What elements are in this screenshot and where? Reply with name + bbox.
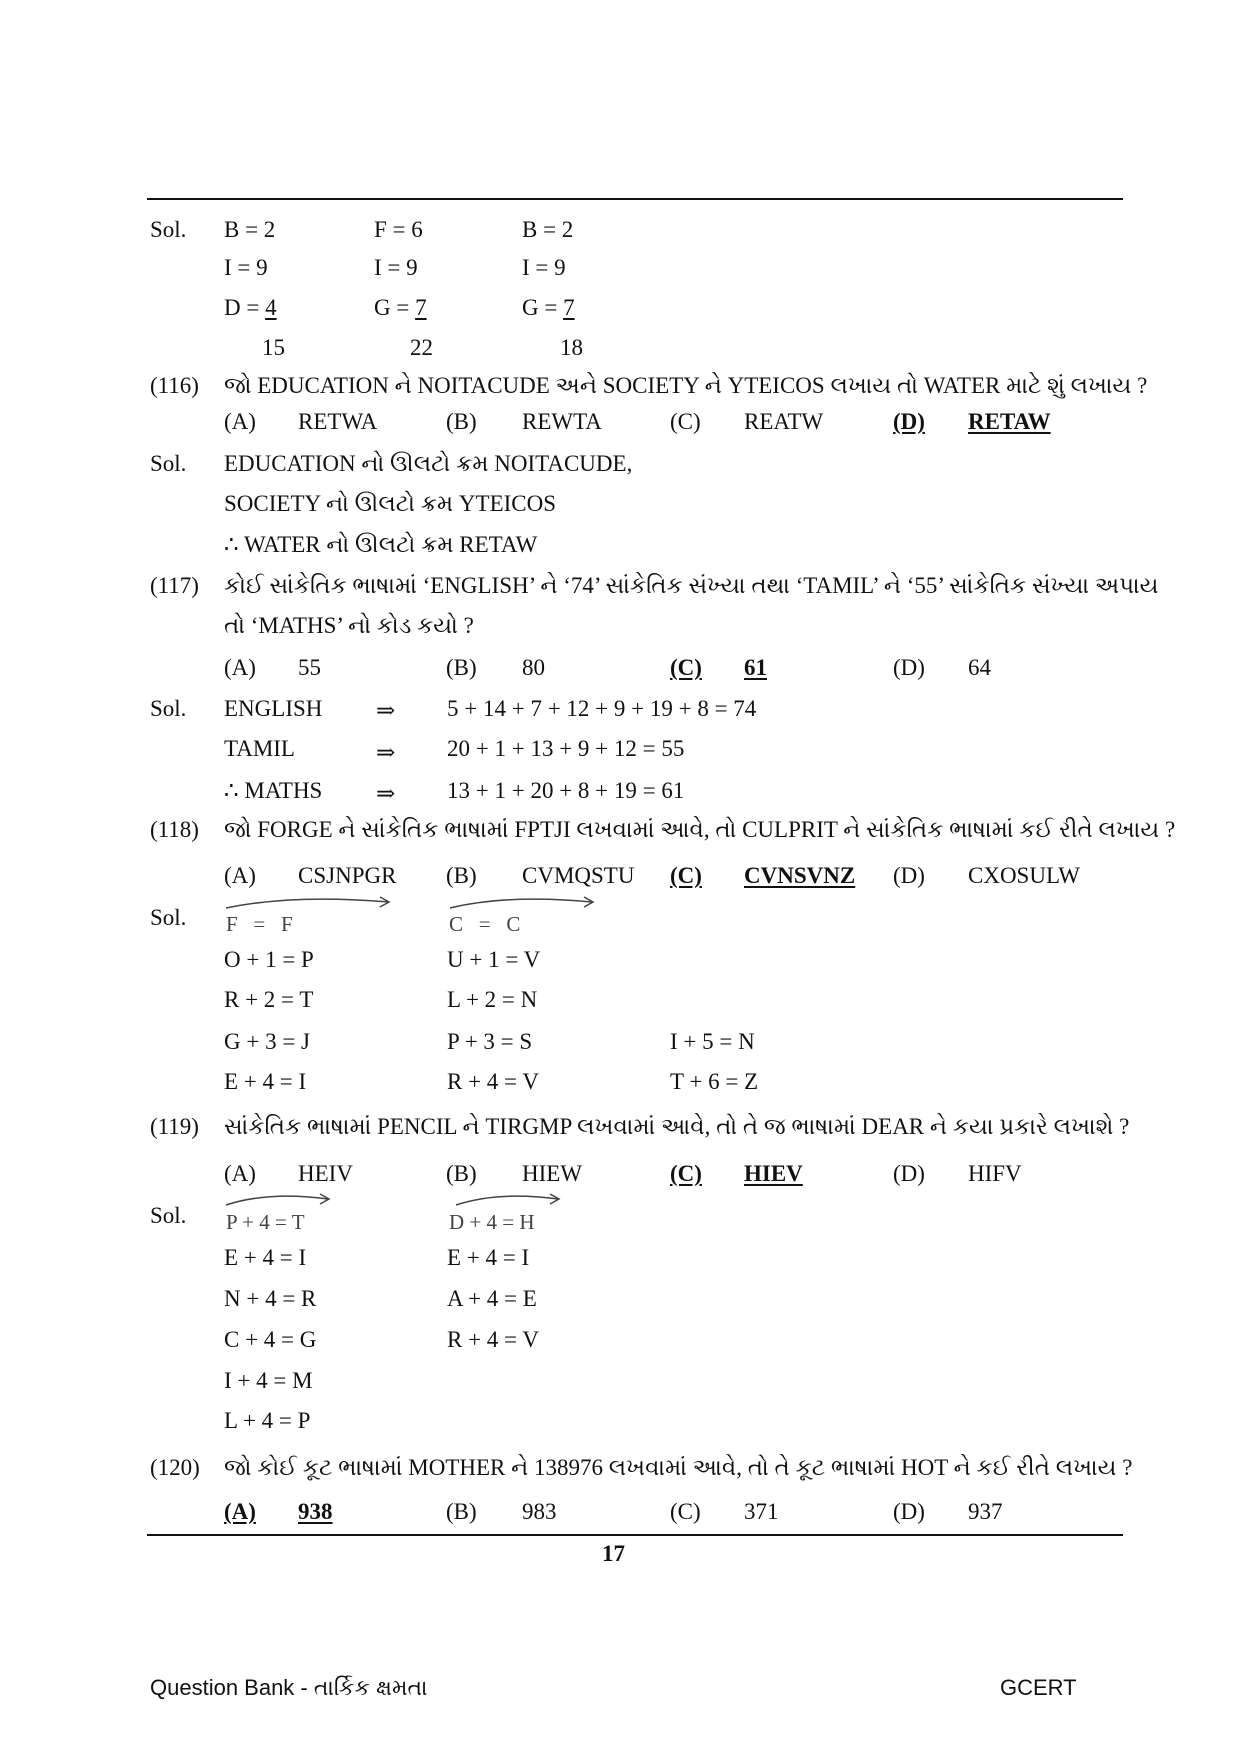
option-value: 937 (968, 1499, 1003, 1524)
footer-org: GCERT (1000, 1675, 1077, 1700)
sol-calc: 5 + 14 + 7 + 12 + 9 + 19 + 8 = 74 (447, 696, 757, 721)
sol-line: L + 2 = N (447, 987, 538, 1012)
sol-word: TAMIL (224, 736, 295, 761)
sol-line: ∴ WATER નો ઊલટો ક્રમ RETAW (224, 532, 538, 557)
sol-line: D + 4 = H (449, 1210, 535, 1234)
sol-line: I + 4 = M (224, 1368, 313, 1393)
option-label: (B) (446, 655, 477, 680)
sol-line: P + 4 = T (226, 1210, 305, 1234)
option-label: (A) (224, 863, 256, 888)
option-label: (A) (224, 409, 256, 434)
sol-sum: 22 (410, 335, 433, 360)
sol-line: SOCIETY નો ઊલટો ક્રમ YTEICOS (224, 491, 557, 516)
option-value: 64 (968, 655, 991, 680)
sol-calc: 13 + 1 + 20 + 8 + 19 = 61 (447, 778, 685, 803)
correct-option-label: (C) (670, 863, 702, 888)
sol-line: I + 5 = N (670, 1029, 755, 1054)
sol-line-underlined: 7 (415, 295, 427, 320)
sol-line: O + 1 = P (224, 947, 314, 972)
curved-arrow-icon (224, 896, 394, 912)
question-text: જો EDUCATION ને NOITACUDE અને SOCIETY ને YTEICOS લખાય તો WATER માટે શું લખાય ? (224, 373, 1148, 398)
sol-label: Sol. (150, 451, 187, 476)
sol-line: B = 2 (522, 217, 574, 242)
sol-line-underlined: 4 (265, 295, 277, 320)
sol-line (224, 296, 277, 319)
correct-option-value: RETAW (968, 409, 1051, 434)
curved-arrow-icon (454, 1193, 564, 1209)
sol-line: E + 4 = I (224, 1069, 307, 1094)
sol-line: L + 4 = P (224, 1408, 311, 1433)
sol-line: E + 4 = I (447, 1245, 530, 1270)
curved-arrow-icon (224, 1193, 334, 1209)
sol-line: C + 4 = G (224, 1327, 317, 1352)
sol-line: E + 4 = I (224, 1245, 307, 1270)
option-label: (D) (893, 1161, 925, 1186)
option-label: (C) (670, 1499, 701, 1524)
option-value: 983 (522, 1499, 557, 1524)
option-value: REWTA (522, 409, 602, 434)
sol-word: ∴ MATHS (224, 778, 323, 803)
question-number: (119) (150, 1114, 199, 1139)
sol-line: F = F (226, 912, 293, 936)
option-value: 80 (522, 655, 545, 680)
sol-line: T + 6 = Z (670, 1069, 759, 1094)
sol-sum: 15 (262, 335, 285, 360)
option-value: CXOSULW (968, 863, 1081, 888)
curved-arrow-icon (448, 896, 598, 912)
correct-option-value: HIEV (744, 1161, 803, 1186)
implies-arrow: ⇒ (376, 698, 396, 723)
question-number: (117) (150, 573, 199, 598)
sol-label: Sol. (150, 905, 187, 930)
top-rule (147, 198, 1123, 200)
sol-line: EDUCATION નો ઊલટો ક્રમ NOITACUDE, (224, 451, 633, 476)
option-label: (A) (224, 1161, 256, 1186)
sol-line: B = 2 (224, 217, 276, 242)
correct-option-label: (D) (893, 409, 925, 434)
sol-line (374, 296, 427, 319)
question-text: કોઈ સાંકેતિક ભાષામાં ‘ENGLISH’ ને ‘74’ સાંકેતિક સંખ્યા તથા ‘TAMIL’ ને ‘55’ સાંકેતિક સંખ્યા અપાય (224, 573, 1159, 598)
correct-option-value: CVNSVNZ (744, 863, 856, 888)
sol-label: Sol. (150, 696, 187, 721)
sol-line: R + 2 = T (224, 987, 314, 1012)
option-label: (D) (893, 863, 925, 888)
sol-sum: 18 (560, 335, 583, 360)
option-value: HIFV (968, 1161, 1022, 1186)
option-value: RETWA (298, 409, 378, 434)
sol-word: ENGLISH (224, 696, 323, 721)
sol-line: I = 9 (224, 255, 268, 280)
sol-calc: 20 + 1 + 13 + 9 + 12 = 55 (447, 736, 685, 761)
sol-line: C = C (449, 912, 521, 936)
question-text: જો FORGE ને સાંકેતિક ભાષામાં FPTJI લખવામાં આવે, તો CULPRIT ને સાંકેતિક ભાષામાં કઈ રીતે લખાય ? (224, 817, 1176, 842)
option-label: (D) (893, 1499, 925, 1524)
option-label: (D) (893, 655, 925, 680)
sol-line-text: D = (224, 295, 266, 320)
question-number: (120) (150, 1455, 200, 1480)
bottom-rule (147, 1534, 1123, 1536)
question-number: (116) (150, 373, 199, 398)
sol-line-text: G = (522, 295, 564, 320)
option-label: (B) (446, 863, 477, 888)
sol-line: R + 4 = V (447, 1327, 539, 1352)
option-label: (B) (446, 1499, 477, 1524)
sol-line: R + 4 = V (447, 1069, 539, 1094)
question-text: જો કોઈ કૂટ ભાષામાં MOTHER ને 138976 લખવામાં આવે, તો તે કૂટ ભાષામાં HOT ને કઈ રીતે લખાય ? (224, 1455, 1133, 1480)
sol-line: I = 9 (374, 255, 418, 280)
question-text: તો ‘MATHS’ નો કોડ કયો ? (224, 613, 474, 638)
option-value: HEIV (298, 1161, 353, 1186)
option-label: (B) (446, 409, 477, 434)
correct-option-value: 938 (298, 1499, 333, 1524)
option-value: CVMQSTU (522, 863, 635, 888)
sol-line: G + 3 = J (224, 1029, 311, 1054)
option-label: (C) (670, 409, 701, 434)
sol-line: N + 4 = R (224, 1286, 317, 1311)
sol-line: U + 1 = V (447, 947, 541, 972)
sol-line: F = 6 (374, 217, 423, 242)
correct-option-label: (A) (224, 1499, 256, 1524)
question-number: (118) (150, 817, 199, 842)
question-text: સાંકેતિક ભાષામાં PENCIL ને TIRGMP લખવામાં આવે, તો તે જ ભાષામાં DEAR ને કયા પ્રકારે લખાશે ? (224, 1114, 1130, 1139)
option-value: 371 (744, 1499, 779, 1524)
page-number: 17 (602, 1541, 625, 1566)
sol-line-underlined: 7 (563, 295, 575, 320)
implies-arrow: ⇒ (376, 740, 396, 765)
correct-option-label: (C) (670, 1161, 702, 1186)
footer-title: Question Bank - તાર્કિક ક્ષમતા (150, 1675, 428, 1700)
option-value: 55 (298, 655, 321, 680)
option-value: REATW (744, 409, 824, 434)
option-value: CSJNPGR (298, 863, 397, 888)
implies-arrow: ⇒ (376, 781, 396, 806)
correct-option-label: (C) (670, 655, 702, 680)
sol-line: A + 4 = E (447, 1286, 537, 1311)
sol-label: Sol. (150, 1203, 187, 1228)
sol-line-text: G = (374, 295, 416, 320)
option-value: HIEW (522, 1161, 583, 1186)
option-label: (A) (224, 655, 256, 680)
sol-line: I = 9 (522, 255, 566, 280)
correct-option-value: 61 (744, 655, 767, 680)
option-label: (B) (446, 1161, 477, 1186)
sol-line (522, 296, 575, 319)
sol-line: P + 3 = S (447, 1029, 533, 1054)
sol-label: Sol. (150, 217, 187, 242)
